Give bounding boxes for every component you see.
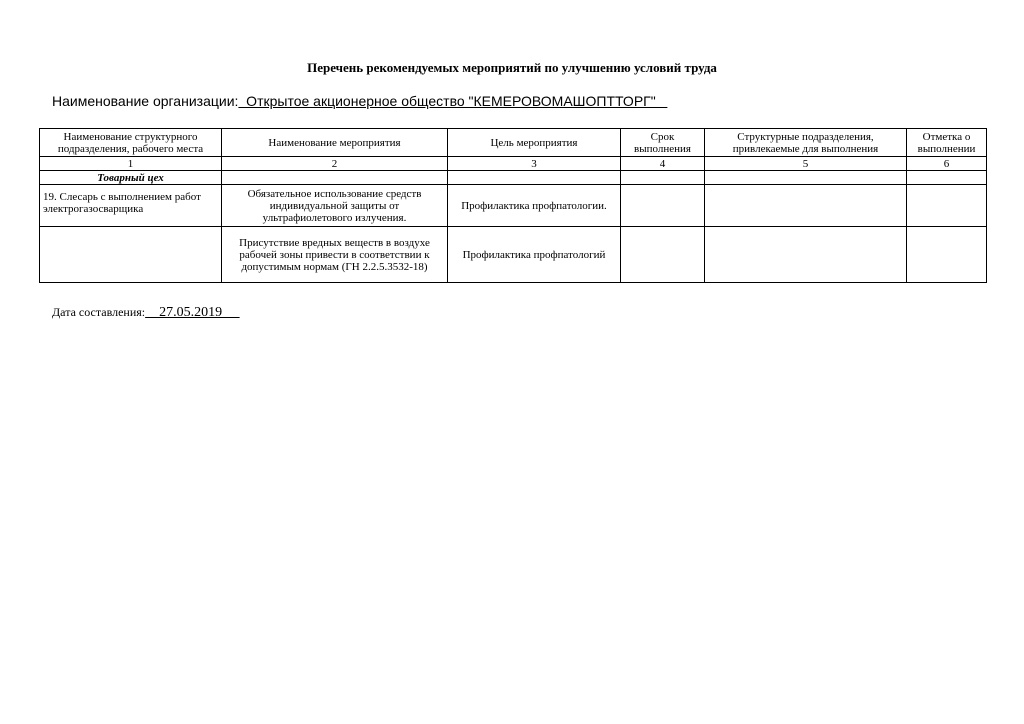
date-value: 27.05.2019: [145, 305, 240, 320]
table-row: [40, 185, 987, 227]
header-cell-deadline: Срок выполнения: [621, 129, 705, 157]
empty-cell: [448, 171, 621, 185]
mark-cell: [907, 227, 987, 283]
column-number: 2: [222, 157, 448, 171]
column-number: 1: [40, 157, 222, 171]
mark-cell: [907, 185, 987, 227]
date-line: [52, 305, 240, 321]
measure-cell: Присутствие вредных веществ в воздухе рабочей зоны привести в соответствии к допустимым нормам (ГН 2.2.5.3532-18): [222, 227, 448, 283]
departments-cell: [705, 227, 907, 283]
deadline-cell: [621, 227, 705, 283]
deadline-cell: [621, 185, 705, 227]
column-number: 4: [621, 157, 705, 171]
section-title: Товарный цех: [40, 171, 222, 185]
empty-cell: [222, 171, 448, 185]
workplace-cell: 19. Слесарь с выполнением работ электрогазосварщика: [40, 185, 222, 227]
column-number: 5: [705, 157, 907, 171]
organization-label: Наименование организации:: [52, 93, 239, 109]
column-number: 3: [448, 157, 621, 171]
document-title: Перечень рекомендуемых мероприятий по улучшению условий труда: [307, 60, 717, 75]
organization-line: [52, 93, 667, 109]
column-number: 6: [907, 157, 987, 171]
measures-table: [39, 128, 987, 283]
empty-cell: [621, 171, 705, 185]
goal-cell: Профилактика профпатологий: [448, 227, 621, 283]
header-cell-departments: Структурные подразделения, привлекаемые для выполнения: [705, 129, 907, 157]
empty-cell: [907, 171, 987, 185]
header-cell-mark: Отметка о выполнении: [907, 129, 987, 157]
column-number-row: [40, 157, 987, 171]
measure-cell: Обязательное использование средств индивидуальной защиты от ультрафиолетового излучения.: [222, 185, 448, 227]
date-label: Дата составления:: [52, 305, 146, 319]
header-cell-measure: Наименование мероприятия: [222, 129, 448, 157]
departments-cell: [705, 185, 907, 227]
section-row: [40, 171, 987, 185]
empty-cell: [705, 171, 907, 185]
header-cell-goal: Цель мероприятия: [448, 129, 621, 157]
organization-value: Открытое акционерное общество "КЕМЕРОВОМАШОПТТОРГ": [238, 93, 668, 109]
table-row: [40, 227, 987, 283]
workplace-cell: [40, 227, 222, 283]
header-cell-workplace: Наименование структурного подразделения, рабочего места: [40, 129, 222, 157]
table-header-row: [40, 129, 987, 157]
goal-cell: Профилактика профпатологии.: [448, 185, 621, 227]
